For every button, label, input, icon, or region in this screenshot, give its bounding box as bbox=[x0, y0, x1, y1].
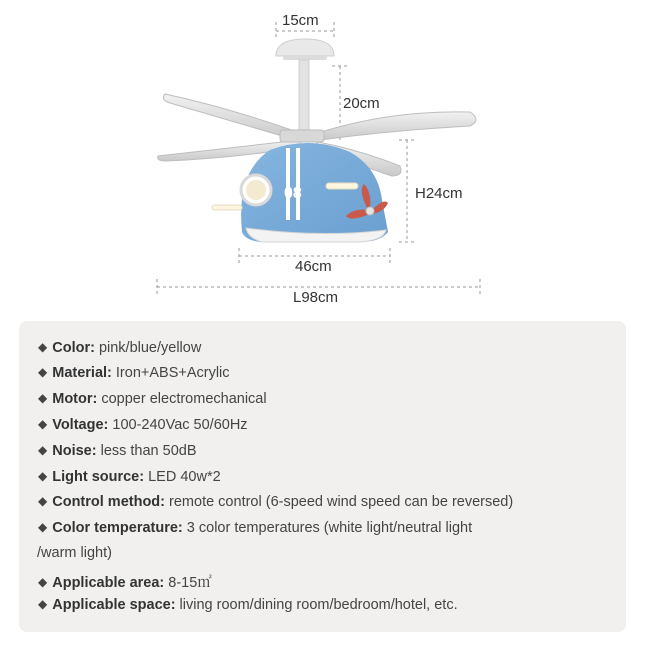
spec-value: LED 40w*2 bbox=[144, 469, 221, 485]
diamond-bullet-icon: ◆ bbox=[38, 391, 48, 405]
diamond-bullet-icon: ◆ bbox=[38, 469, 48, 483]
body-stripe bbox=[296, 148, 300, 220]
canopy bbox=[276, 39, 334, 56]
spec-key: Applicable area: bbox=[52, 575, 165, 591]
spec-key: Color: bbox=[52, 340, 95, 356]
spec-key: Voltage: bbox=[52, 417, 109, 433]
spec-value: 100-240Vac 50/60Hz bbox=[108, 417, 248, 433]
spec-row-light-source bbox=[38, 469, 221, 485]
spec-panel bbox=[19, 321, 626, 632]
spec-value: 8-15㎡ bbox=[164, 575, 212, 591]
diamond-bullet-icon: ◆ bbox=[38, 520, 48, 534]
tail-light bbox=[212, 205, 242, 210]
spec-row-color bbox=[38, 340, 201, 356]
spec-key: Noise: bbox=[52, 443, 97, 459]
diamond-bullet-icon: ◆ bbox=[38, 494, 48, 508]
porthole-glass bbox=[246, 180, 266, 200]
spec-value: copper electromechanical bbox=[97, 391, 267, 407]
diamond-bullet-icon: ◆ bbox=[38, 597, 48, 611]
spec-value: pink/blue/yellow bbox=[94, 340, 202, 356]
spec-value: less than 50dB bbox=[96, 443, 197, 459]
spec-row-motor bbox=[38, 391, 267, 407]
spec-row-color-temperature-continued bbox=[37, 545, 112, 561]
body-stripe bbox=[286, 148, 290, 220]
diamond-bullet-icon: ◆ bbox=[38, 340, 48, 354]
spec-key: Material: bbox=[52, 365, 112, 381]
spec-row-applicable-space bbox=[38, 597, 458, 613]
spec-key: Applicable space: bbox=[52, 597, 176, 613]
diamond-bullet-icon: ◆ bbox=[38, 365, 48, 379]
diamond-bullet-icon: ◆ bbox=[38, 417, 48, 431]
downrod bbox=[299, 60, 309, 134]
spec-key: Color temperature: bbox=[52, 520, 183, 536]
spec-key: Motor: bbox=[52, 391, 98, 407]
total-length-label: L98cm bbox=[293, 289, 339, 306]
spec-row-color-temperature bbox=[38, 520, 472, 536]
diamond-bullet-icon: ◆ bbox=[38, 443, 48, 457]
canopy-rim bbox=[283, 55, 327, 60]
spec-row-material bbox=[38, 365, 230, 381]
wing-light bbox=[326, 183, 358, 189]
body-height-label: H24cm bbox=[415, 185, 463, 202]
spec-value: Iron+ABS+Acrylic bbox=[111, 365, 230, 381]
spec-row-applicable-area bbox=[38, 571, 212, 592]
spec-value: living room/dining room/bedroom/hotel, etc. bbox=[175, 597, 458, 613]
body-number: 08 bbox=[284, 185, 302, 202]
motor-hub bbox=[280, 130, 324, 142]
spec-value: 3 color temperatures (white light/neutral light bbox=[182, 520, 473, 536]
canopy-width-label: 15cm bbox=[282, 12, 319, 29]
body-width-label: 46cm bbox=[295, 258, 332, 275]
downrod-height-label: 20cm bbox=[343, 95, 380, 112]
spec-row-voltage bbox=[38, 417, 248, 433]
spec-key: Light source: bbox=[52, 469, 145, 485]
spec-value: remote control (6-speed wind speed can be reversed) bbox=[165, 494, 514, 510]
spec-key: Control method: bbox=[52, 494, 165, 510]
spec-row-noise bbox=[38, 443, 197, 459]
spec-row-control-method bbox=[38, 494, 513, 510]
spec-value: /warm light) bbox=[37, 545, 112, 561]
diamond-bullet-icon: ◆ bbox=[38, 575, 48, 589]
